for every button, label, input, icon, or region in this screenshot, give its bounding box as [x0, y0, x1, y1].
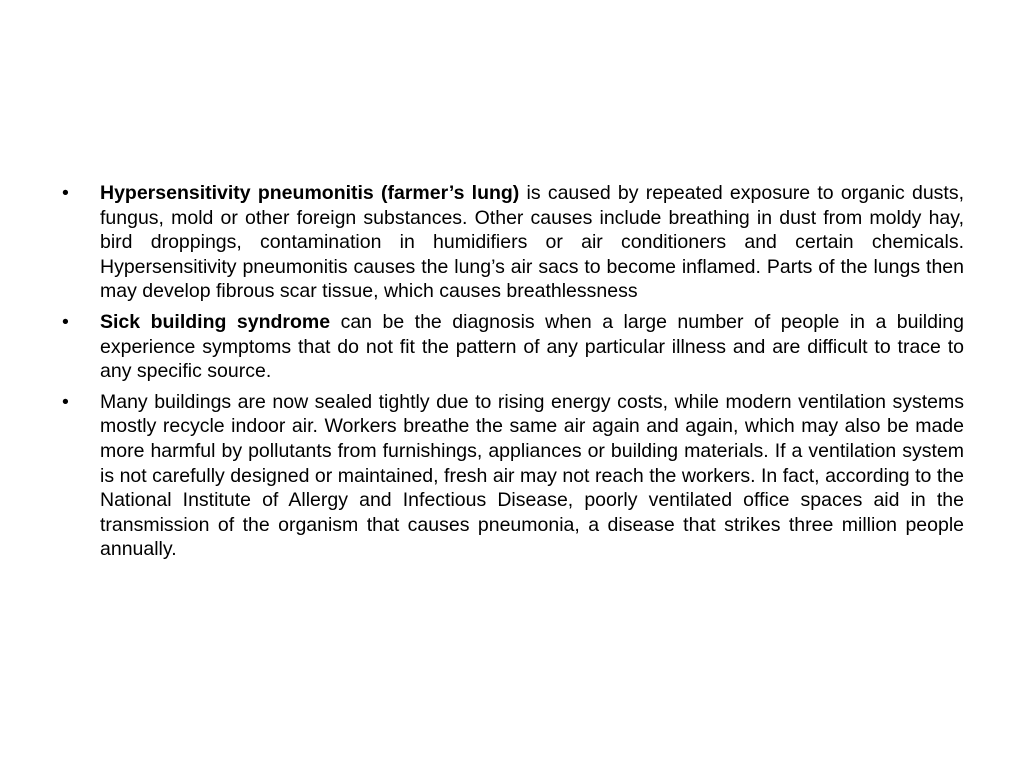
bullet-item-sick-building — [62, 310, 964, 384]
bullet-item-hypersensitivity — [62, 181, 964, 304]
bullet-list — [62, 181, 964, 568]
bullet-marker: • — [62, 182, 69, 204]
bullet-item-ventilation — [62, 390, 964, 562]
bullet-marker: • — [62, 390, 69, 413]
bullet-marker: • — [62, 310, 69, 333]
bullet-text: Many buildings are now sealed tightly due to rising energy costs, while modern ventilation systems mostly recycle indoor air. Workers breathe the same air again and again, which may also be made more harmful by pollutants from furnishings, appliances or building materials. If a ventilation system is not carefully designed or maintained, fresh air may not reach the workers. In fact, according to the National Institute of Allergy and Infectious Disease, poorly ventilated office spaces aid in the transmission of the organism that causes pneumonia, a disease that strikes three million people annually. — [100, 390, 964, 561]
bullet-heading: Hypersensitivity pneumonitis (farmer’s lung) — [100, 182, 520, 204]
bullet-heading: Sick building syndrome — [100, 310, 331, 333]
bullet-text: is caused by repeated exposure to organic dusts, fungus, mold or other foreign substances. Other causes include breathing in dust from moldy hay, bird droppings, contamination in humidifiers or air conditioners and certain chemicals. Hypersensitivity pneumonitis causes the lung’s air sacs to become inflamed. Parts of the lungs then may develop fibrous scar tissue, which causes breathlessness — [100, 182, 965, 303]
bullet-text: can be the diagnosis when a large number of people in a building experience symptoms that do not fit the pattern of any particular illness and are difficult to trace to any specific source. — [100, 310, 964, 383]
